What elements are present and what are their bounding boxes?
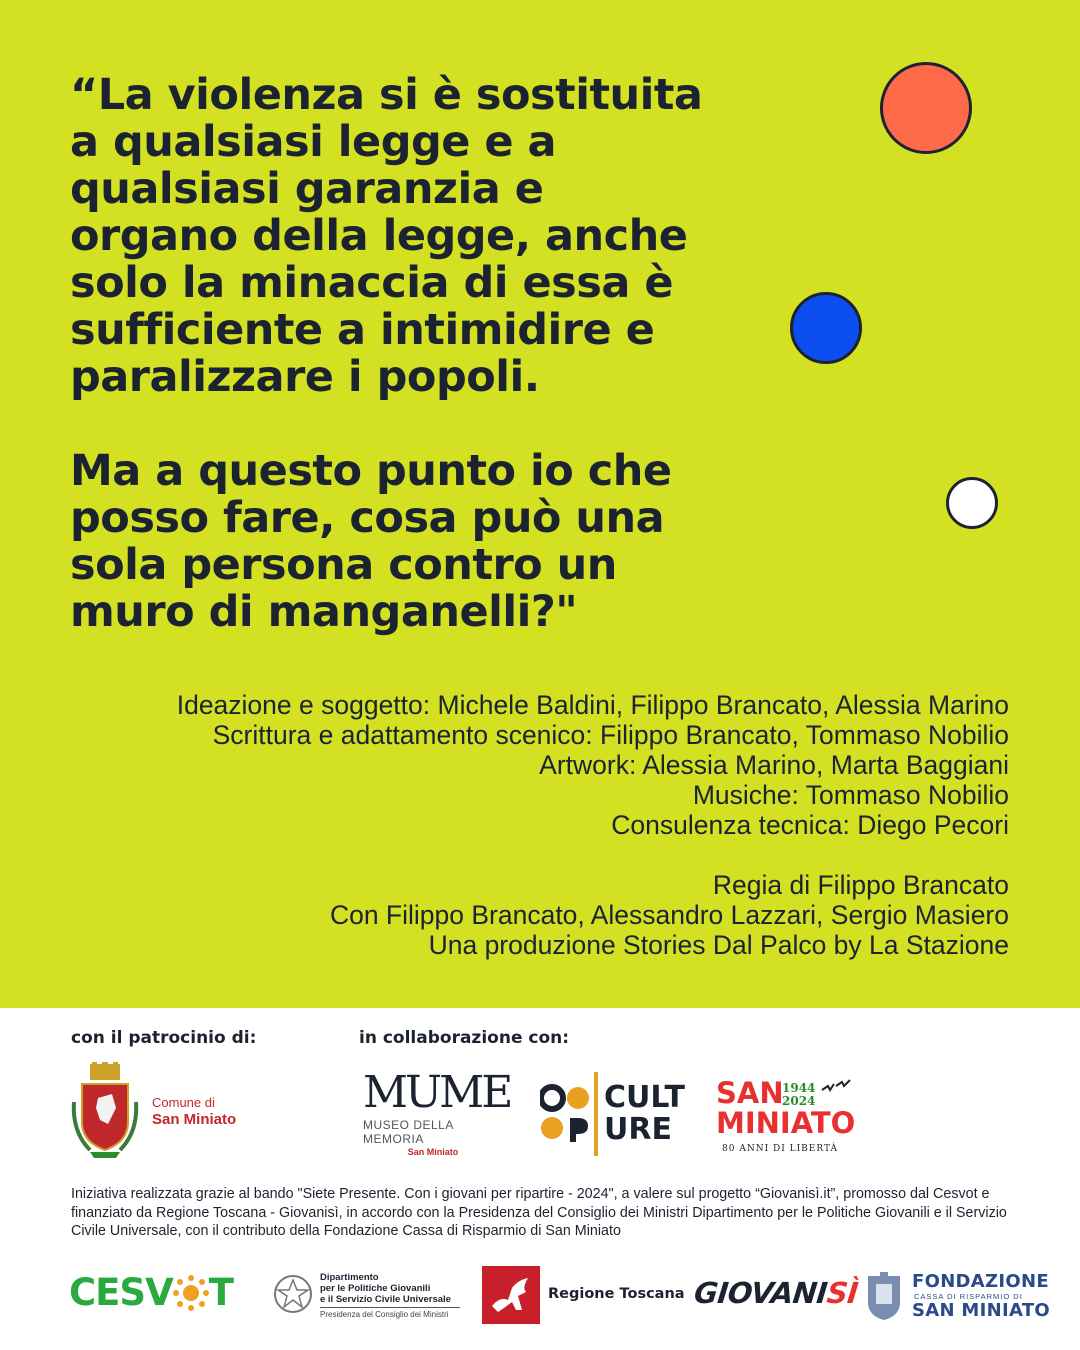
credit-line: Musiche: Tommaso Nobilio bbox=[692, 780, 1009, 810]
cesvot-part1: CESV bbox=[69, 1271, 173, 1314]
quote-line: qualsiasi garanzia e bbox=[70, 164, 544, 214]
sanmin-years bbox=[782, 1082, 815, 1108]
year-2024: 2024 bbox=[782, 1094, 816, 1108]
credit-line: Consulenza tecnica: Diego Pecori bbox=[611, 810, 1009, 840]
credits-block bbox=[177, 690, 1009, 960]
giovanisi-logo bbox=[692, 1276, 860, 1316]
quote-line: “La violenza si è sostituita bbox=[70, 70, 703, 120]
quote-line: organo della legge, anche bbox=[70, 211, 688, 261]
fondazione-crsm-logo bbox=[862, 1270, 1051, 1324]
quote-line: solo la minaccia di essa è bbox=[70, 258, 673, 308]
coat-of-arms-icon bbox=[70, 1062, 140, 1160]
collaborazione-label: in collaborazione con: bbox=[359, 1028, 570, 1048]
coop-words bbox=[604, 1082, 685, 1146]
quote-line: sola persona contro un bbox=[70, 540, 617, 590]
comune-text bbox=[152, 1094, 236, 1128]
mume-subtitle: MUSEO DELLA MEMORIA bbox=[363, 1118, 454, 1146]
fondazione-line3: SAN MINIATO bbox=[912, 1300, 1051, 1321]
coopculture-logo bbox=[540, 1072, 690, 1156]
red-circle-decoration bbox=[880, 62, 972, 154]
toscana-pegasus-icon bbox=[482, 1266, 540, 1324]
birds-icon bbox=[820, 1078, 854, 1096]
fondazione-seal-icon bbox=[862, 1270, 906, 1322]
toscana-text: Regione Toscana bbox=[548, 1286, 685, 1302]
dipartimento-politiche-giovanili-logo bbox=[272, 1270, 462, 1322]
comune-line2: San Miniato bbox=[152, 1111, 237, 1128]
quote-line: sufficiente a intimidire e bbox=[70, 305, 655, 355]
presidenza-text: Presidenza del Consiglio dei Ministri bbox=[320, 1310, 449, 1319]
coop-mark-icon bbox=[540, 1084, 590, 1144]
dipart-line3: e il Servizio Civile Universale bbox=[320, 1294, 451, 1305]
white-circle-decoration bbox=[946, 477, 998, 529]
credit-line: Regia di Filippo Brancato bbox=[712, 870, 1009, 900]
dipart-line1: Dipartimento bbox=[320, 1272, 379, 1283]
cesvot-part2: T bbox=[208, 1271, 233, 1314]
credit-line: Artwork: Alessia Marino, Marta Baggiani bbox=[539, 750, 1009, 780]
credit-line: Ideazione e soggetto: Michele Baldini, Filippo Brancato, Alessia Marino bbox=[176, 690, 1009, 720]
patrocinio-label: con il patrocinio di: bbox=[71, 1028, 257, 1048]
dipart-text bbox=[320, 1272, 451, 1305]
quote-block bbox=[70, 72, 830, 636]
dipart-line2: per le Politiche Giovanili bbox=[320, 1283, 431, 1294]
credit-line: Con Filippo Brancato, Alessandro Lazzari, Sergio Masiero bbox=[329, 900, 1009, 930]
sanmin-tagline: 80 ANNI DI LIBERTÀ bbox=[722, 1144, 838, 1154]
mume-place: San Miniato bbox=[407, 1147, 459, 1157]
dipart-rule bbox=[320, 1307, 460, 1308]
credit-line: Scrittura e adattamento scenico: Filippo Brancato, Tommaso Nobilio bbox=[212, 720, 1009, 750]
quote-line: muro di manganelli?" bbox=[70, 587, 578, 637]
mume-wordmark: MUME bbox=[363, 1067, 511, 1118]
regione-toscana-logo bbox=[482, 1266, 685, 1324]
sanmin-line1: SAN bbox=[716, 1076, 784, 1110]
sanmin-line2: MINIATO bbox=[716, 1106, 856, 1140]
san-miniato-80-anni-logo bbox=[716, 1078, 866, 1158]
coop-word2: URE bbox=[604, 1112, 672, 1147]
quote-line: a qualsiasi legge e a bbox=[70, 117, 557, 167]
sun-icon bbox=[173, 1275, 209, 1311]
mume-museo-memoria-logo bbox=[363, 1067, 511, 1160]
coop-divider bbox=[594, 1072, 598, 1156]
credit-line: Una produzione Stories Dal Palco by La Stazione bbox=[428, 930, 1009, 960]
coop-word1: CULT bbox=[604, 1080, 685, 1115]
comune-san-miniato-logo bbox=[70, 1062, 250, 1162]
cesvot-logo bbox=[69, 1270, 244, 1316]
year-1944: 1944 bbox=[782, 1081, 816, 1095]
quote-line: posso fare, cosa può una bbox=[70, 493, 665, 543]
funding-fineprint: Iniziativa realizzata grazie al bando "Siete Presente. Con i giovani per ripartire - 2024", a valere sul progetto “Giovanisì.it”, promosso dal Cesvot e finanziato da Regione Toscana - Giovanisì, in accordo con la Presidenza del Consiglio dei Ministri Dipartimento per le Politiche Giovanili e il Servizio Civile Universale, con il contributo della Fondazione Cassa di Risparmio di San Miniato bbox=[71, 1186, 1007, 1239]
quote-line: paralizzare i popoli. bbox=[70, 352, 540, 402]
giovanisi-part2: SÌ bbox=[825, 1276, 860, 1310]
fondazione-line2: CASSA DI RISPARMIO DI bbox=[914, 1292, 1023, 1301]
comune-line1: Comune di bbox=[152, 1095, 215, 1110]
quote-line: Ma a questo punto io che bbox=[70, 446, 672, 496]
italian-emblem-icon bbox=[272, 1272, 314, 1318]
fondazione-line1: FONDAZIONE bbox=[912, 1271, 1049, 1292]
blue-circle-decoration bbox=[790, 292, 862, 364]
giovanisi-part1: GIOVANI bbox=[692, 1276, 829, 1310]
